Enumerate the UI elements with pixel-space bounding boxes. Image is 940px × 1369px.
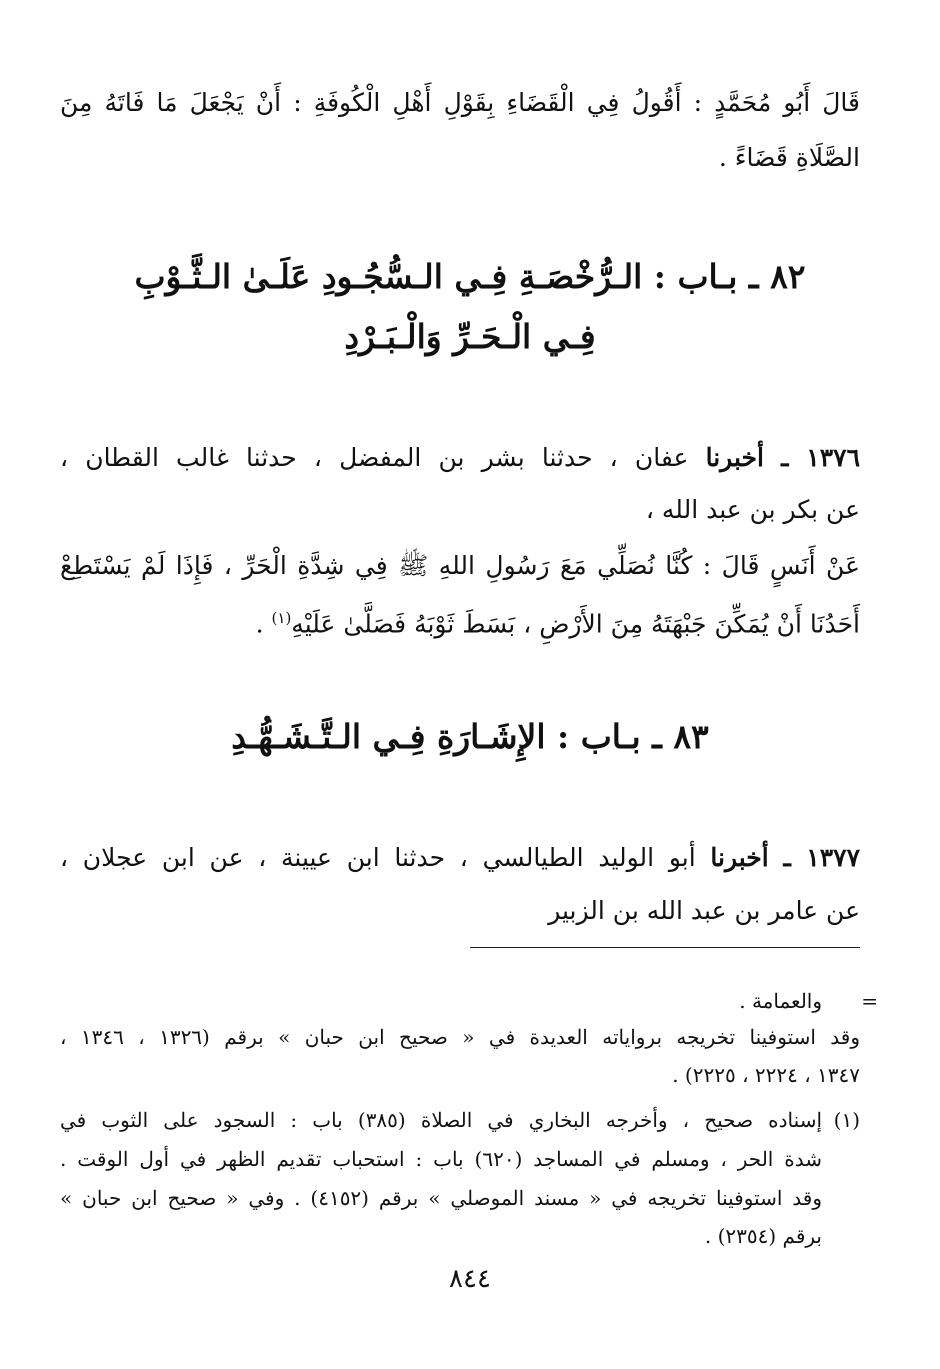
hadith-isnad: أبو الوليد الطيالسي ، حدثنا ابن عيينة ، عن ابن عجلان ، [60, 843, 696, 872]
footnote-1-line-3: وقد استوفينا تخريجه في « مسند الموصلي » برقم (٤١٥٢) . وفي « صحيح ابن حبان » [60, 1186, 823, 1210]
footnote-continuation-mark: = [861, 989, 878, 1013]
hadith-1377-line-1 [60, 838, 860, 878]
chapter-83-heading: ٨٣ ـ بـاب : الإِشَـارَةِ فِـي الـتَّـشَـهُّـدِ [231, 717, 709, 756]
hadith-end-mark: . [255, 609, 272, 639]
hadith-1376-line-1 [60, 438, 860, 478]
footnote-continuation-line-1: والعمامة . [739, 989, 822, 1013]
hadith-1376-line-2: عن بكر بن عبد الله ، [645, 495, 860, 524]
hadith-isnad: عفان ، حدثنا بشر بن المفضل ، حدثنا غالب القطان ، [60, 443, 689, 472]
chapter-82-heading-line-1: ٨٢ ـ بـاب : الـرُّخْصَـةِ فِـي الـسُّجُـودِ عَلَـىٰ الـثَّـوْبِ [134, 257, 806, 296]
page-number: ٨٤٤ [449, 1264, 491, 1294]
footnote-continuation-line-2: وقد استوفينا تخريجه برواياته العديدة في « صحيح ابن حبان » برقم (١٣٢٦ ، ١٣٤٦ ، [60, 1025, 861, 1049]
footnote-1-line-1: إسناده صحيح ، وأخرجه البخاري في الصلاة (٣٨٥) باب : السجود على الثوب في [60, 1108, 823, 1132]
hadith-1376-line-3: عَنْ أَنَسٍ قَالَ : كُنَّا نُصَلِّي مَعَ رَسُولِ اللهِ ﷺ فِي شِدَّةِ الْحَرِّ ، فَإِذَا لَمْ يَسْتَطِعْ [60, 551, 860, 580]
footnote-reference[interactable]: (١) [271, 609, 292, 627]
hadith-lead: أخبرنا [710, 843, 769, 872]
chapter-82-heading-line-2: فِـي الْـحَـرِّ وَالْـبَـرْدِ [344, 317, 596, 356]
footnote-1-line-2: شدة الحر ، ومسلم في المساجد (٦٢٠) باب : استحباب تقديم الظهر في أول الوقت . [60, 1147, 822, 1171]
hadith-1377-line-2: عن عامر بن عبد الله بن الزبير [548, 896, 860, 925]
hadith-lead: أخبرنا [705, 443, 764, 472]
footnote-1-line-4: برقم (٢٣٥٤) . [704, 1224, 822, 1248]
intro-line-1: قَالَ أَبُو مُحَمَّدٍ : أَقُولُ فِي الْقَضَاءِ بِقَوْلِ أَهْلِ الْكُوفَةِ : أَنْ يَجْعَلَ مَا فَاتَهُ مِنَ [60, 88, 860, 117]
footnote-continuation-line-3: ١٣٤٧ ، ٢٢٢٤ ، ٢٢٢٥) . [672, 1063, 860, 1087]
footnote-separator [470, 947, 860, 948]
hadith-number: ١٣٧٦ ـ [781, 443, 861, 472]
footnote-1-mark: (١) [833, 1108, 860, 1132]
hadith-matn-end: أَحَدُنَا أَنْ يُمَكِّنَ جَبْهَتَهُ مِنَ الأَرْضِ ، بَسَطَ ثَوْبَهُ فَصَلَّىٰ عَلَيْهِ [291, 609, 860, 639]
hadith-1376-line-4 [60, 598, 860, 644]
hadith-number: ١٣٧٧ ـ [783, 843, 860, 872]
intro-line-2: الصَّلَاةِ قَضَاءً . [718, 143, 860, 172]
